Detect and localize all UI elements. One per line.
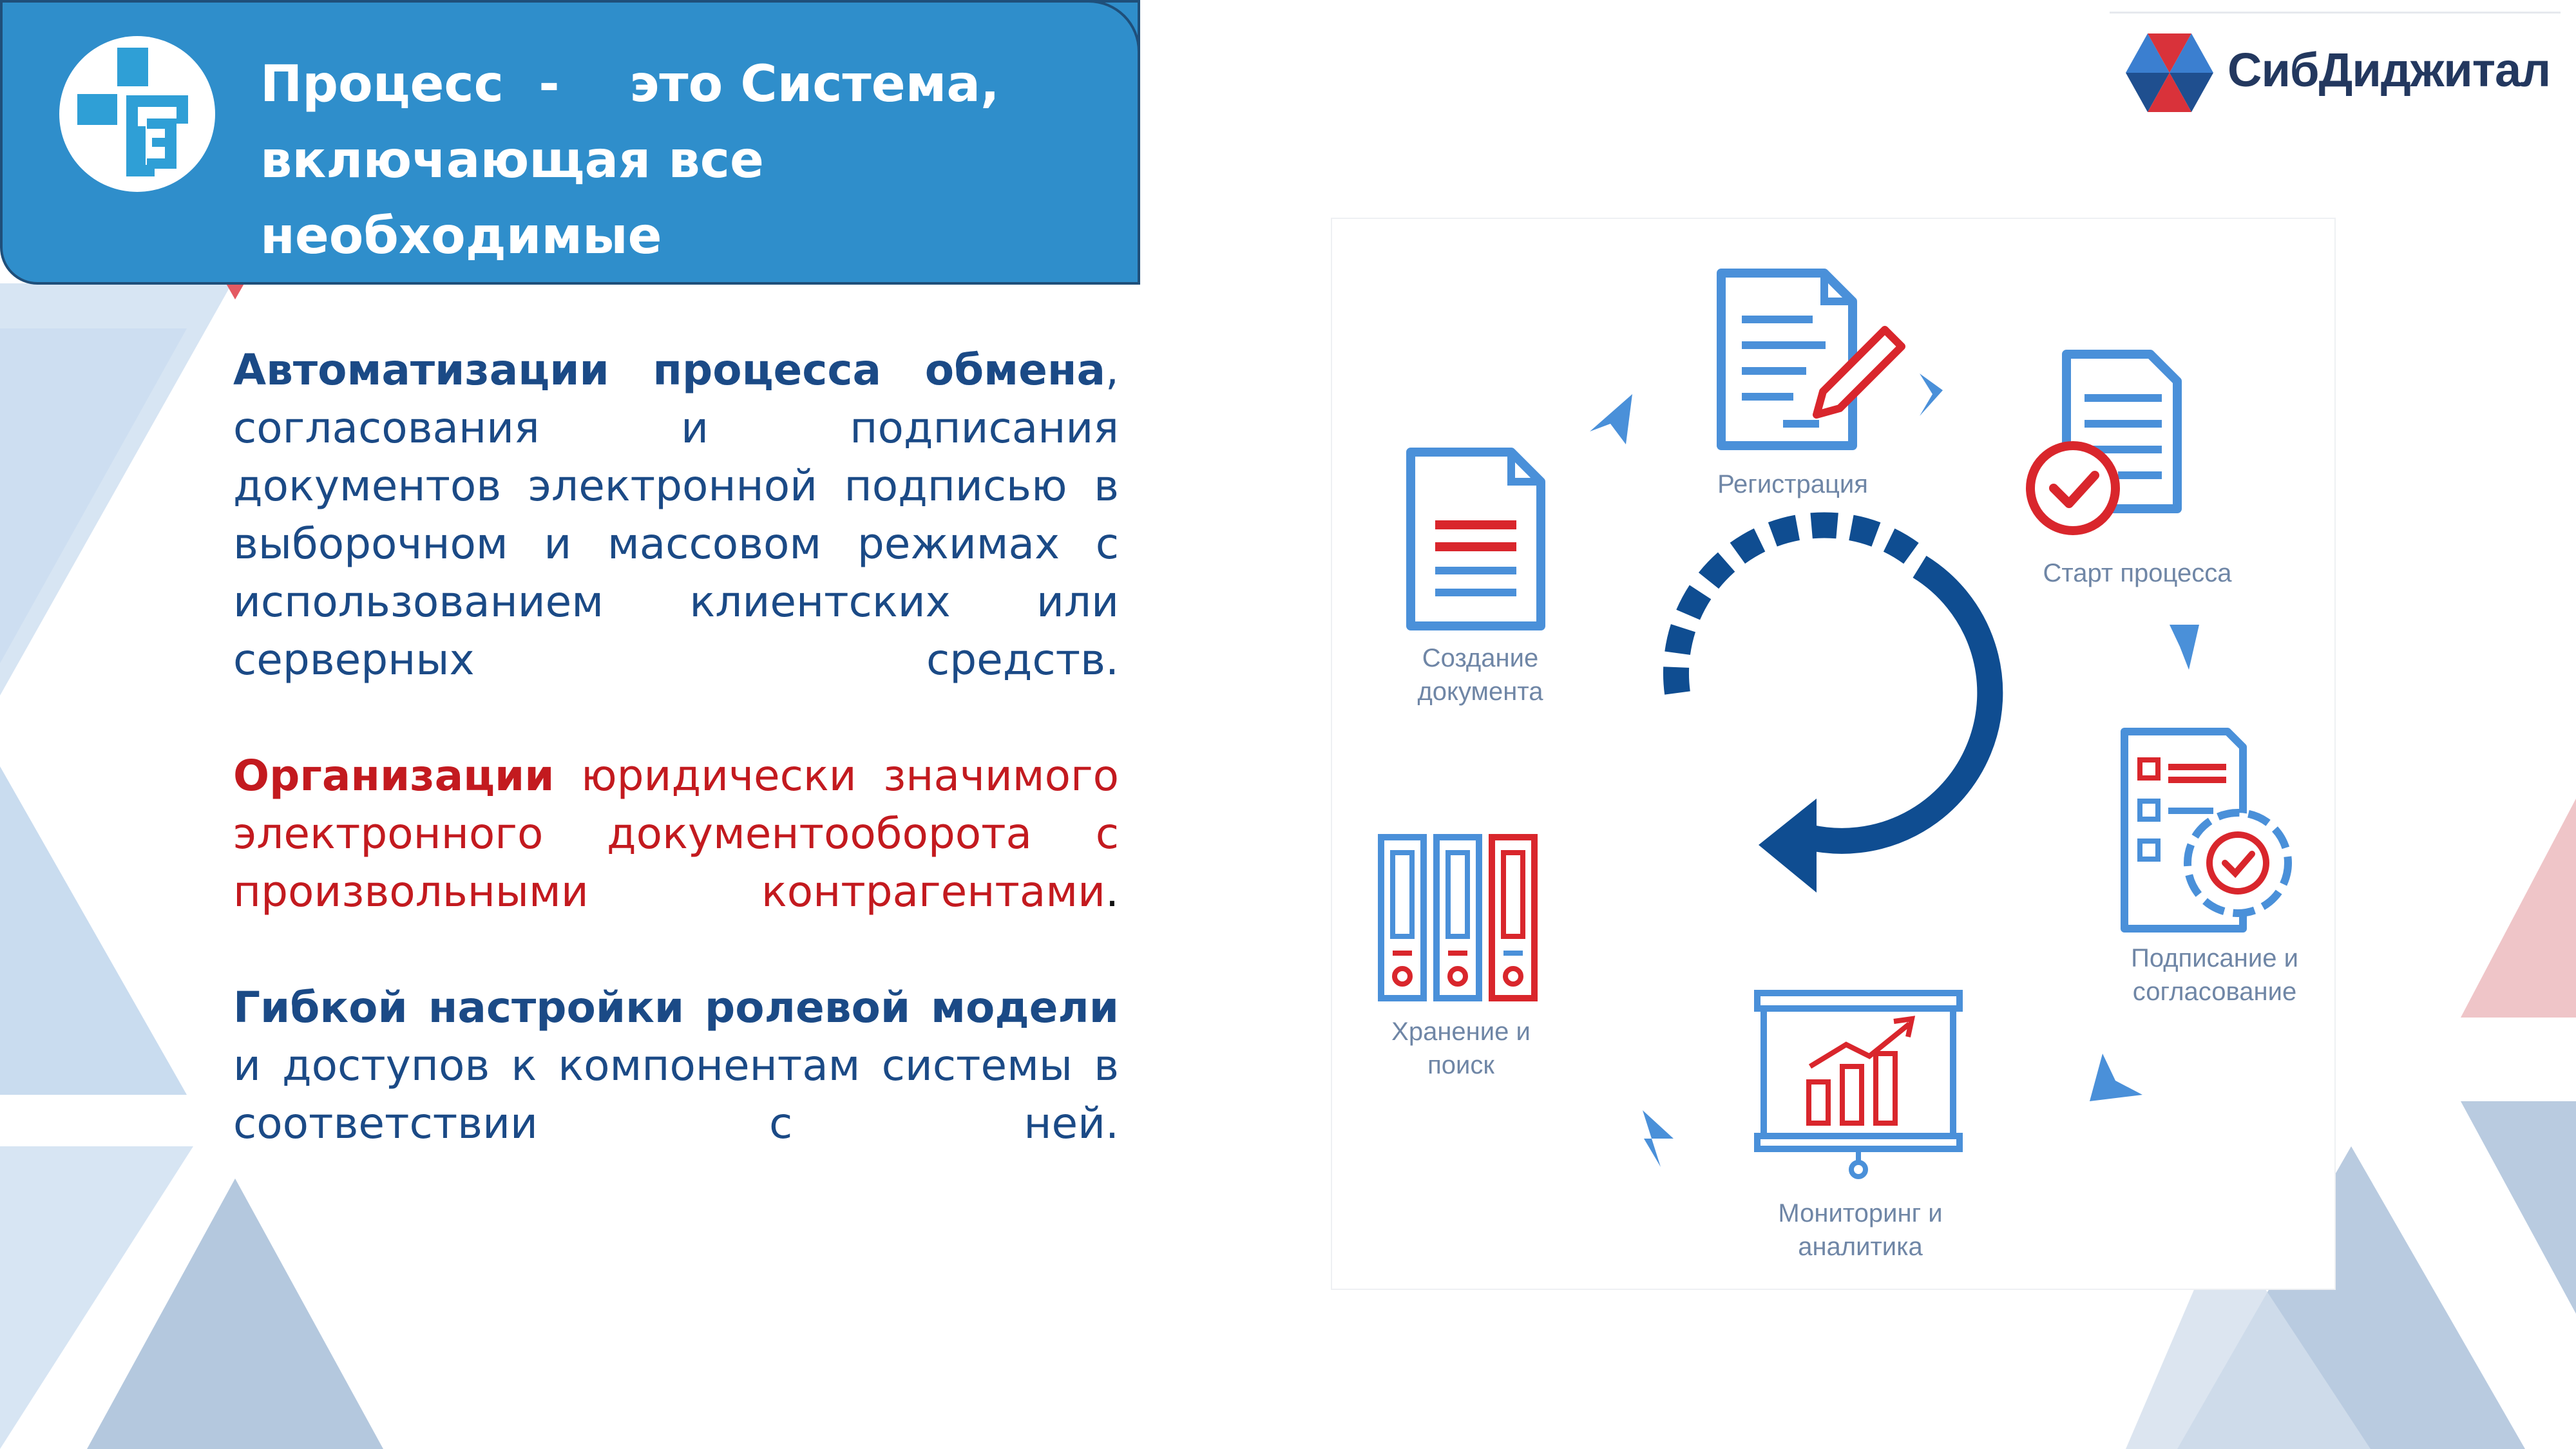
arrow-to-sign-icon: [2170, 625, 2199, 670]
arrow-to-storage-icon: [1643, 1110, 1674, 1167]
label-create-document: Создание документа: [1417, 644, 1543, 706]
create-document-icon: [1411, 452, 1541, 626]
paragraph-roles: [233, 979, 1119, 1153]
header-title: Процесс - это Система, включающая все необходимые компоненты для:: [260, 55, 1000, 341]
arrow-to-start-icon: [1920, 374, 1943, 416]
brand-triangles-icon: [2126, 33, 2213, 112]
cross-logo-icon: [59, 36, 215, 192]
arrow-to-registration-icon: [1590, 394, 1632, 444]
storage-binders-icon: [1381, 837, 1534, 998]
sign-approve-document-icon: [2124, 732, 2288, 929]
header-banner: [0, 0, 1140, 341]
label-start-process: Старт процесса: [2043, 559, 2232, 587]
label-monitoring-analytics: Мониторинг и аналитика: [1778, 1199, 1943, 1261]
registration-document-icon: [1721, 273, 1902, 446]
monitoring-chart-board-icon: [1757, 993, 1960, 1177]
paragraph-roles-bold: Гибкой настройки ролевой модели: [233, 983, 1119, 1032]
arrow-to-monitoring-icon: [2090, 1054, 2142, 1101]
label-sign-approve: Подписание и согласование: [2131, 944, 2298, 1006]
start-process-document-icon: [2030, 354, 2177, 531]
label-registration: Регистрация: [1717, 470, 1868, 498]
brand-name: СибДиджитал: [2228, 43, 2551, 97]
brand-divider: [2110, 12, 2561, 14]
paragraph-organization: [233, 747, 1119, 921]
paragraph-roles-text: и доступов к компонентам системы в соответствии с ней.: [233, 1041, 1119, 1148]
paragraph-automation: [233, 341, 1119, 689]
label-storage-search: Хранение и поиск: [1391, 1018, 1531, 1079]
paragraph-automation-text: , согласования и подписания документов электронной подписью в выборочном и массовом режимах с использованием клиентских или серверных средств.: [233, 345, 1119, 685]
paragraph-organization-bold: Организации: [233, 751, 555, 800]
paragraph-organization-period: .: [1105, 867, 1119, 916]
process-cycle-diagram: [1331, 218, 2336, 1290]
cycle-arrow-icon: [1676, 525, 1990, 893]
medical-cross-logo: [59, 36, 215, 192]
paragraph-automation-bold: Автоматизации процесса обмена: [233, 345, 1106, 395]
paragraph-organization-text: юридически значимого электронного документооборота с произвольными контрагентами: [233, 751, 1119, 916]
